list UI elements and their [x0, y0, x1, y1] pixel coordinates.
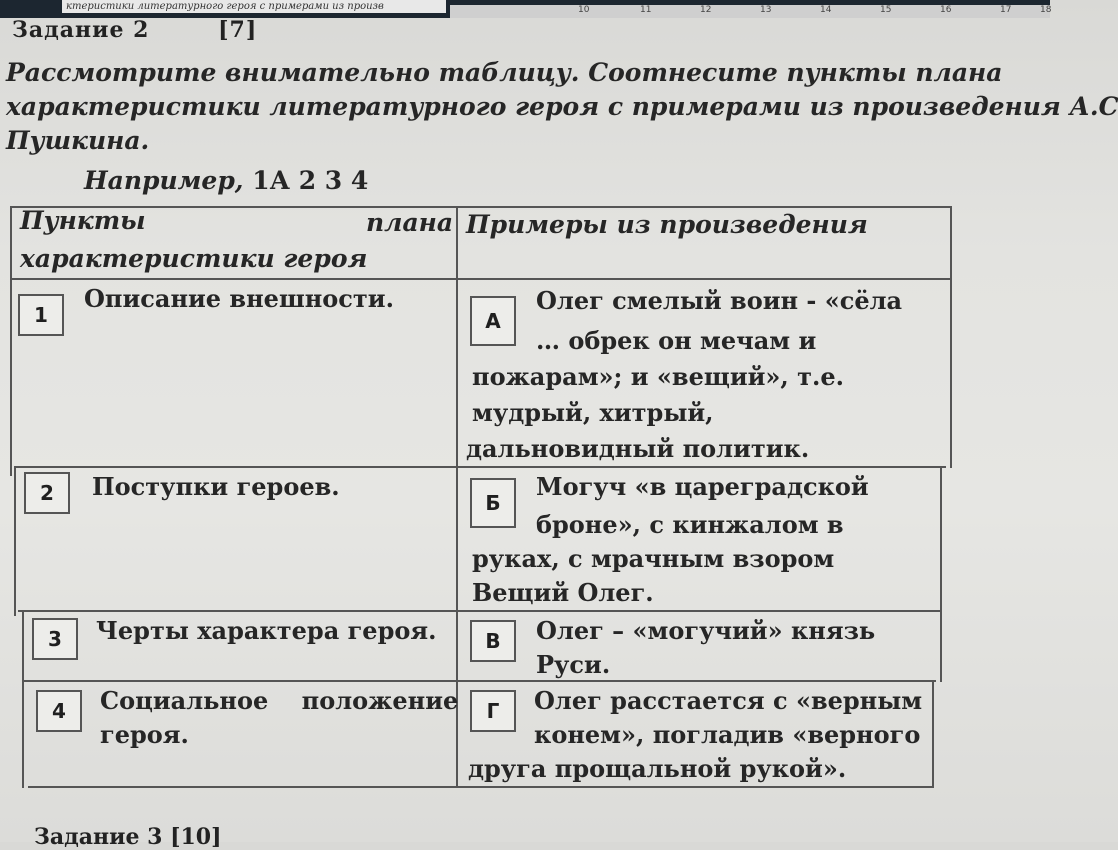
header-left-word1: Пункты [20, 206, 146, 235]
example-line: Руси. [536, 650, 611, 679]
example-line: броне», с кинжалом в [536, 510, 844, 539]
header-right: Примеры из произведения [466, 210, 868, 239]
document-title-strip: ктеристики литературного героя с примерами из произв [62, 0, 446, 13]
example-answer-value: 1А 2 3 4 [252, 166, 369, 195]
row-letter-b: Б [470, 478, 516, 528]
table-divider [18, 610, 940, 612]
example-line: Олег смелый воин - «сёла [536, 286, 903, 315]
task-label: Задание 2 [12, 17, 150, 43]
plan-item: Описание внешности. [84, 284, 394, 313]
task-instruction [6, 56, 1118, 158]
ruler-mark: 12 [700, 5, 712, 15]
next-task-heading: Задание 3 [10] [34, 824, 222, 850]
table-border [932, 680, 934, 788]
example-line: конем», погладив «верного [534, 720, 921, 749]
ruler-mark: 14 [820, 5, 832, 15]
example-line: руках, с мрачным взором [472, 544, 835, 573]
instruction-line: Рассмотрите внимательно таблицу. Соотнесите пункты плана [6, 58, 1003, 87]
header-left-word2: плана [366, 208, 454, 237]
ruler-mark: 18 [1040, 5, 1052, 15]
table-divider [12, 278, 950, 280]
table-border [950, 206, 952, 468]
example-line: Могуч «в цареградской [536, 472, 869, 501]
example-line: Олег расстается с «верным [534, 686, 923, 715]
table-border [10, 206, 12, 476]
ruler-mark: 15 [880, 5, 892, 15]
plan-item: Черты характера героя. [96, 616, 437, 645]
instruction-line: Пушкина. [6, 126, 150, 155]
plan-item: героя. [100, 720, 189, 749]
instruction-line: характеристики литературного героя с примерами из произведения А.С [6, 92, 1118, 121]
row-letter-v: В [470, 620, 516, 662]
example-prefix: Например, [84, 166, 244, 195]
ruler-mark: 17 [1000, 5, 1012, 15]
task-heading [12, 18, 257, 42]
row-letter-a: А [470, 296, 516, 346]
example-answer [84, 166, 368, 195]
ruler-mark: 16 [940, 5, 952, 15]
plan-item: Социальное положение [100, 686, 459, 715]
plan-item: Поступки героев. [92, 472, 340, 501]
header-left-line2: характеристики героя [20, 244, 368, 273]
example-line: друга прощальной рукой». [468, 754, 847, 783]
ruler-mark: 13 [760, 5, 772, 15]
matching-table [10, 200, 952, 790]
row-number-3: 3 [32, 618, 78, 660]
ruler-mark: 11 [640, 5, 652, 15]
ruler [450, 5, 1050, 18]
example-line: пожарам»; и «вещий», т.е. [472, 362, 844, 391]
example-line: Вещий Олег. [472, 578, 654, 607]
row-number-4: 4 [36, 690, 82, 732]
example-line: … обрек он мечам и [536, 326, 817, 355]
row-number-1: 1 [18, 294, 64, 336]
table-divider [14, 466, 946, 468]
ruler-mark: 10 [578, 5, 590, 15]
example-line: Олег – «могучий» князь [536, 616, 876, 645]
row-letter-g: Г [470, 690, 516, 732]
example-line: мудрый, хитрый, [472, 398, 714, 427]
table-border [14, 466, 16, 616]
table-border [28, 786, 932, 788]
example-line: дальновидный политик. [466, 434, 810, 463]
table-border [22, 610, 24, 788]
table-border [940, 466, 942, 682]
task-score: [7] [218, 17, 258, 43]
top-toolbar [0, 0, 1050, 18]
row-number-2: 2 [24, 472, 70, 514]
table-divider [22, 680, 936, 682]
